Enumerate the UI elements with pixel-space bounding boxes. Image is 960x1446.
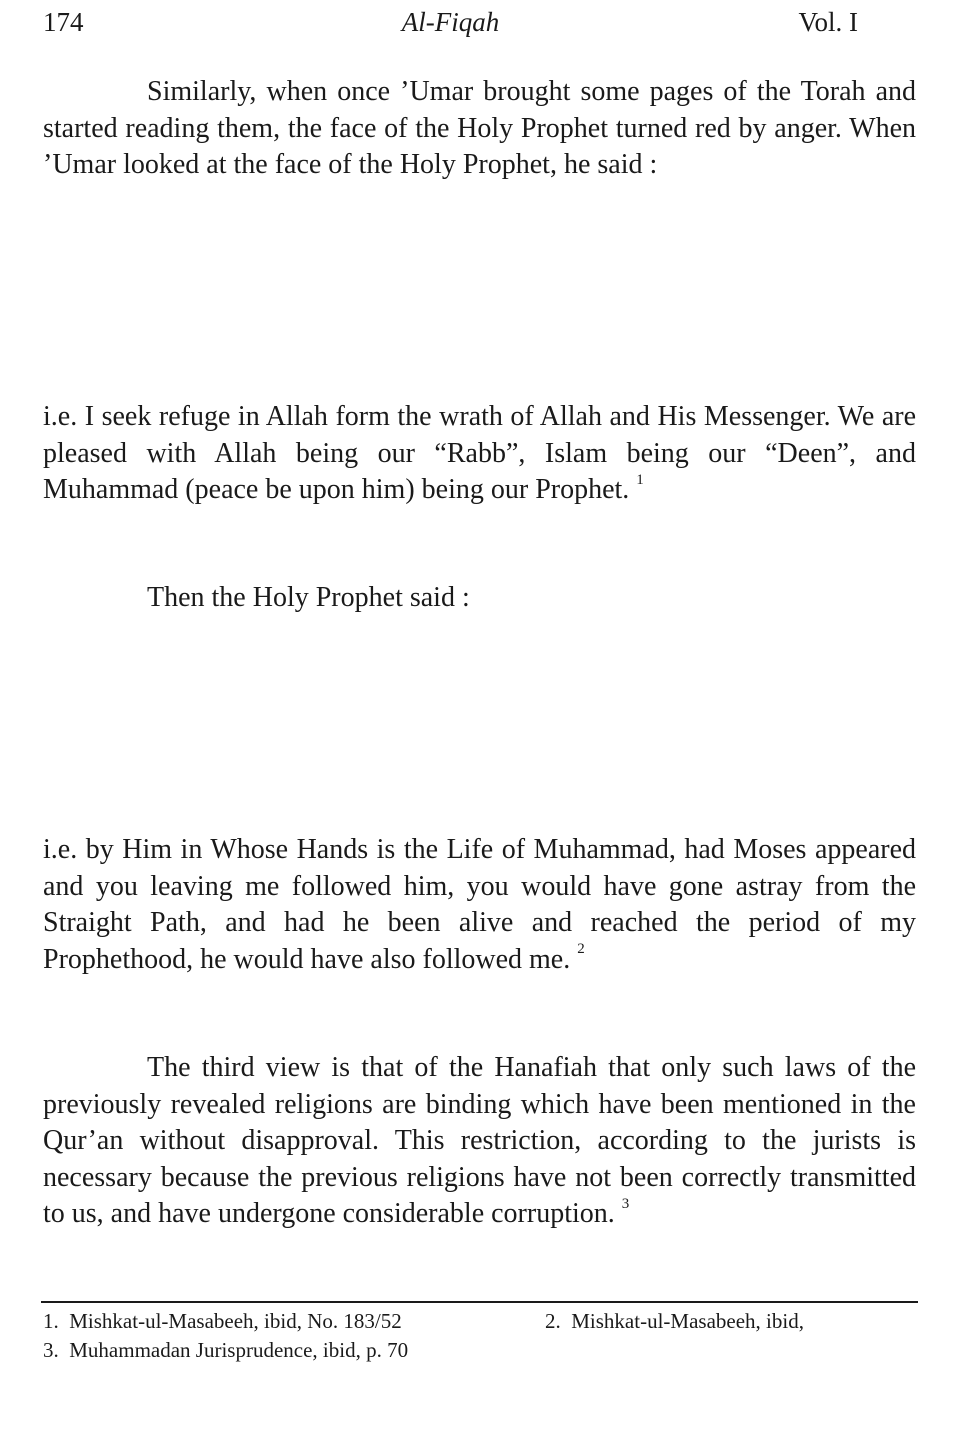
footnote-text: Muhammadan Jurisprudence, ibid, p. 70	[69, 1338, 409, 1362]
paragraph-text: The third view is that of the Hanafiah that only such laws of the previously revealed religions are binding which have been mentioned in the Qur’an without disapproval. This restriction, according to the jurists is necessary because the previous religions have not been correctly transmitted to us, and have undergone considerable corruption.	[43, 1052, 916, 1229]
footnote-number: 2.	[545, 1309, 561, 1333]
paragraph-text: Similarly, when once ’Umar brought some pages of the Torah and started reading them, the face of the Holy Prophet turned red by anger. When ’Umar looked at the face of the Holy Prophet, he said :	[43, 76, 916, 180]
footnote-text: Mishkat-ul-Masabeeh, ibid,	[571, 1309, 804, 1333]
footnote-number: 1.	[43, 1309, 59, 1333]
footnote-text: Mishkat-ul-Masabeeh, ibid, No. 183/52	[69, 1309, 402, 1333]
paragraph-text: Then the Holy Prophet said :	[147, 582, 470, 613]
paragraph-translation-refuge	[43, 399, 916, 509]
footnote-number: 3.	[43, 1338, 59, 1362]
paragraph-translation-moses	[43, 832, 916, 978]
footnote-2	[545, 1308, 804, 1335]
footnote-reference: 1	[636, 471, 644, 488]
footnote-divider	[41, 1301, 918, 1303]
paragraph-hanafiah-view	[43, 1050, 916, 1233]
book-title: Al-Fiqah	[401, 7, 500, 37]
footnote-1	[43, 1308, 402, 1335]
footnote-3	[43, 1337, 408, 1364]
paragraph-text: i.e. I seek refuge in Allah form the wrath of Allah and His Messenger. We are pleased with Allah being our “Rabb”, Islam being our “Deen”, and Muhammad (peace be upon him) being our Prophet.	[43, 401, 916, 505]
paragraph-text: i.e. by Him in Whose Hands is the Life of Muhammad, had Moses appeared and you leaving me followed him, you would have gone astray from the Straight Path, and had he been alive and reached the period of my Prophethood, he would have also followed me.	[43, 834, 916, 975]
running-header	[43, 4, 858, 40]
footnote-reference: 2	[577, 941, 585, 958]
paragraph-umar-torah	[43, 74, 916, 184]
paragraph-prophet-said	[43, 580, 916, 617]
volume-label: Vol. I	[798, 7, 858, 37]
footnote-reference: 3	[621, 1195, 630, 1212]
page-number: 174	[43, 7, 84, 37]
